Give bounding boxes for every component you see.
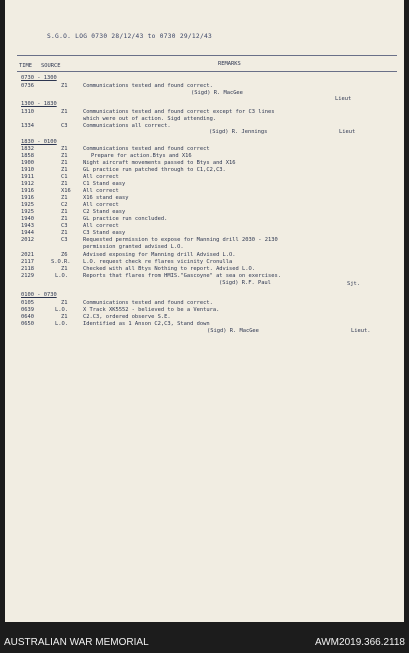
entry-remarks: Requested permission to expose for Manning drill 2030 - 2130 bbox=[83, 237, 278, 243]
entry-time: 1310 bbox=[21, 109, 34, 115]
log-sheet bbox=[5, 0, 404, 622]
entry-remarks: Night aircraft movements passed to Btys and X16 bbox=[83, 160, 236, 166]
entry-source: Z6 bbox=[61, 252, 68, 258]
entry-source: Z1 bbox=[61, 109, 68, 115]
entry-remarks: L.O. request check re flares vicinity Cronulla bbox=[83, 259, 233, 265]
entry-remarks: Checked with all Btys Nothing to report. Advised L.O. bbox=[83, 266, 256, 272]
entry-source: C3 bbox=[61, 237, 68, 243]
entry-source: C1 bbox=[61, 174, 68, 180]
entry-source: Z1 bbox=[61, 209, 68, 215]
entry-source: Z1 bbox=[61, 300, 68, 306]
entry-source: Z1 bbox=[61, 167, 68, 173]
entry-remarks: All correct bbox=[83, 188, 119, 194]
entry-source: Z1 bbox=[61, 146, 68, 152]
column-header-time: TIME bbox=[19, 63, 32, 69]
entry-source: Z1 bbox=[61, 83, 68, 89]
section-label: 0100 - 0730 bbox=[21, 292, 57, 298]
entry-remarks: C2.C3, ordered observe S.E. bbox=[83, 314, 171, 320]
entry-remarks: GL practice run patched through to C1,C2,C3. bbox=[83, 167, 226, 173]
entry-remarks: X Track XK5552 - believed to be a Ventura. bbox=[83, 307, 220, 313]
entry-remarks: C2 Stand easy bbox=[83, 209, 126, 215]
entry-time: 0640 bbox=[21, 314, 34, 320]
entry-time: 1925 bbox=[21, 202, 34, 208]
entry-source: L.O. bbox=[55, 321, 68, 327]
entry-time: 1916 bbox=[21, 188, 34, 194]
signature-rank: Lieut bbox=[339, 129, 356, 135]
entry-remarks: Communications tested and found correct bbox=[83, 146, 210, 152]
entry-time: 0639 bbox=[21, 307, 34, 313]
entry-time: 1940 bbox=[21, 216, 34, 222]
entry-time: 1916 bbox=[21, 195, 34, 201]
entry-remarks: GL practice run concluded. bbox=[83, 216, 168, 222]
entry-remarks: Communications tested and found correct. bbox=[83, 300, 213, 306]
entry-time: 1832 bbox=[21, 146, 34, 152]
entry-time: 0736 bbox=[21, 83, 34, 89]
entry-time: 1944 bbox=[21, 230, 34, 236]
signature-rank: Sjt. bbox=[347, 281, 360, 287]
entry-source: S.O.R. bbox=[51, 259, 71, 265]
entry-source: Z1 bbox=[61, 216, 68, 222]
entry-time: 2012 bbox=[21, 237, 34, 243]
entry-remarks: permission granted advised L.O. bbox=[83, 244, 184, 250]
header-top-rule bbox=[17, 55, 397, 56]
entry-time: 1900 bbox=[21, 160, 34, 166]
signature: (Sigd) R. MacGee bbox=[191, 90, 243, 96]
entry-remarks: C1 Stand easy bbox=[83, 181, 126, 187]
entry-remarks: All correct bbox=[83, 174, 119, 180]
entry-time: 0105 bbox=[21, 300, 34, 306]
entry-time: 2021 bbox=[21, 252, 34, 258]
entry-remarks: Prepare for action.Btys and X16 bbox=[91, 153, 192, 159]
entry-time: 1912 bbox=[21, 181, 34, 187]
footer-accession-number: AWM2019.366.2118 bbox=[314, 637, 405, 648]
entry-source: L.O. bbox=[55, 307, 68, 313]
entry-source: Z1 bbox=[61, 160, 68, 166]
footer-institution: AUSTRALIAN WAR MEMORIAL bbox=[4, 637, 149, 648]
signature-rank: Lieut. bbox=[351, 328, 371, 334]
archive-footer bbox=[0, 630, 409, 653]
entry-time: 1910 bbox=[21, 167, 34, 173]
entry-time: 1334 bbox=[21, 123, 34, 129]
entry-time: 1925 bbox=[21, 209, 34, 215]
entry-time: 1911 bbox=[21, 174, 34, 180]
entry-source: Z1 bbox=[61, 230, 68, 236]
entry-source: C3 bbox=[61, 223, 68, 229]
entry-time: 0650 bbox=[21, 321, 34, 327]
column-header-remarks: REMARKS bbox=[218, 61, 241, 67]
entry-source: X16 bbox=[61, 188, 71, 194]
entry-remarks: X16 stand easy bbox=[83, 195, 129, 201]
entry-time: 1858 bbox=[21, 153, 34, 159]
entry-time: 2117 bbox=[21, 259, 34, 265]
entry-source: Z1 bbox=[61, 181, 68, 187]
signature: (Sigd) R.F. Paul bbox=[219, 280, 271, 286]
section-label: 1830 - 0100 bbox=[21, 139, 57, 145]
entry-time: 1943 bbox=[21, 223, 34, 229]
entry-remarks: which were out of action. Sigd attending. bbox=[83, 116, 217, 122]
signature: (Sigd) R. Jennings bbox=[209, 129, 268, 135]
header-bottom-rule bbox=[17, 71, 397, 72]
entry-source: Z1 bbox=[61, 195, 68, 201]
column-header-source: SOURCE bbox=[41, 63, 61, 69]
entry-source: Z1 bbox=[61, 153, 68, 159]
entry-remarks: Communications all correct. bbox=[83, 123, 171, 129]
entry-source: C2 bbox=[61, 202, 68, 208]
entry-remarks: Identified as 1 Anson C2,C3, Stand down bbox=[83, 321, 210, 327]
entry-source: Z1 bbox=[61, 266, 68, 272]
entry-remarks: All correct bbox=[83, 223, 119, 229]
entry-remarks: Communications tested and found correct except for C3 lines bbox=[83, 109, 275, 115]
signature: (Sigd) R. MacGee bbox=[207, 328, 259, 334]
section-label: 1300 - 1830 bbox=[21, 101, 57, 107]
entry-time: 2129 bbox=[21, 273, 34, 279]
log-title: S.G.O. LOG 0730 28/12/43 to 0730 29/12/43 bbox=[47, 33, 213, 40]
entry-time: 2118 bbox=[21, 266, 34, 272]
entry-remarks: All correct bbox=[83, 202, 119, 208]
entry-remarks: C3 Stand easy bbox=[83, 230, 126, 236]
entry-source: C3 bbox=[61, 123, 68, 129]
section-label: 0730 - 1300 bbox=[21, 75, 57, 81]
entry-remarks: Reports that flares from HMIS."Gascoyne" at sea on exercises. bbox=[83, 273, 281, 279]
entry-remarks: Advised exposing for Manning drill Advised L.O. bbox=[83, 252, 236, 258]
entry-remarks: Communications tested and found correct. bbox=[83, 83, 213, 89]
entry-source: Z1 bbox=[61, 314, 68, 320]
signature-rank: Lieut bbox=[335, 96, 352, 102]
entry-source: L.O. bbox=[55, 273, 68, 279]
